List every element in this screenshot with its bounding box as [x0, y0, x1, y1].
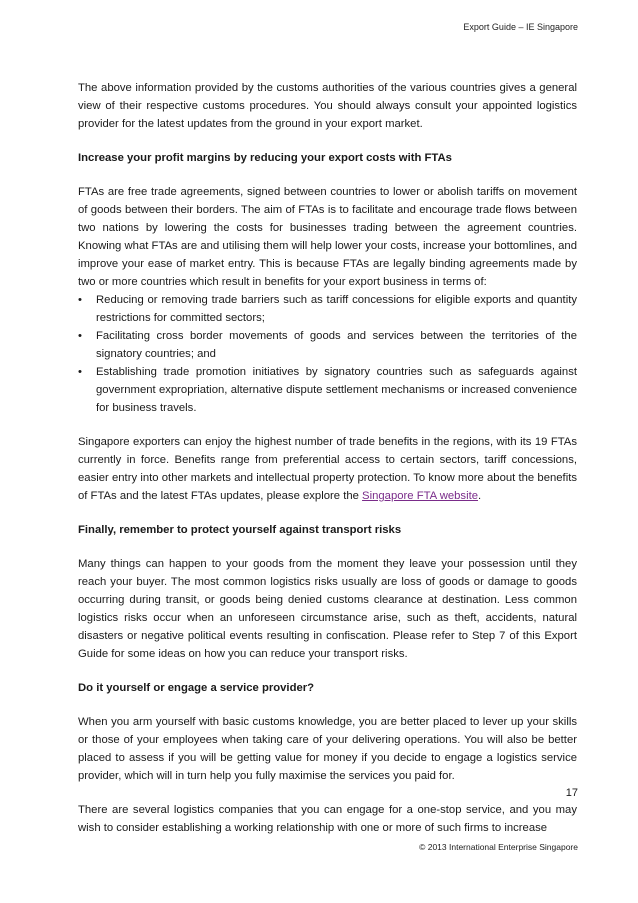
customs-knowledge-paragraph: When you arm yourself with basic customs knowledge, you are better placed to lever up your skills or those of your employees when taking care of your delivering operations. You will also be better placed to assess if you will be getting value for money if you decide to engage a logistics service provider, which will in turn help you fully maximise the services you paid for.	[78, 716, 577, 782]
bullet-icon: •	[78, 294, 82, 306]
page-number: 17	[565, 787, 578, 799]
link-suffix: .	[478, 490, 482, 502]
list-item	[78, 291, 577, 327]
service-provider-heading: Do it yourself or engage a service provider?	[78, 682, 315, 694]
fta-benefits-text: Singapore exporters can enjoy the highest number of trade benefits in the regions, with its 19 FTAs currently in force. Benefits range from preferential access to certain sectors, tariff concessions, easier entry into other markets and intellectual property protection. To know more about the benefits of FTAs and the latest FTAs updates, please explore the	[78, 436, 577, 502]
copyright-footer: © 2013 International Enterprise Singapore	[419, 842, 578, 852]
list-item	[78, 327, 577, 363]
list-item-text: Reducing or removing trade barriers such as tariff concessions for eligible exports and quantity restrictions for committed sectors;	[96, 294, 577, 324]
logistics-companies-paragraph: There are several logistics companies that you can engage for a one-stop service, and you may wish to consider establishing a working relationship with one or more of such firms to increase	[78, 804, 577, 834]
fta-benefits-list	[78, 291, 577, 417]
transport-risks-paragraph: Many things can happen to your goods from the moment they leave your possession until they reach your buyer. The most common logistics risks usually are loss of goods or damage to goods occurring during transit, or goods being denied customs clearance at destination. Less common logistics risks occur when an unforeseen circumstance arise, such as theft, accidents, natural disasters or negative political events resulting in confiscation. Please refer to Step 7 of this Export Guide for some ideas on how you can reduce your transport risks.	[78, 558, 577, 660]
list-item-text: Establishing trade promotion initiatives by signatory countries such as safeguards against government expropriation, alternative dispute settlement mechanisms or increased convenience for business travels.	[96, 366, 577, 414]
list-item	[78, 363, 577, 417]
fta-section-heading: Increase your profit margins by reducing your export costs with FTAs	[78, 152, 452, 164]
running-header: Export Guide – IE Singapore	[463, 22, 578, 32]
page-body	[78, 79, 577, 837]
fta-intro-paragraph: FTAs are free trade agreements, signed between countries to lower or abolish tariffs on movement of goods between their borders. The aim of FTAs is to facilitate and encourage trade flows between two nations by lowering the costs for businesses trading between the agreement countries. Knowing what FTAs are and utilising them will help lower your costs, increase your bottomlines, and improve your ease of market entry. This is because FTAs are legally binding agreements made by two or more countries which result in benefits for your export business in terms of:	[78, 186, 577, 288]
bullet-icon: •	[78, 330, 82, 342]
fta-benefits-paragraph	[78, 433, 577, 505]
customs-info-paragraph: The above information provided by the customs authorities of the various countries gives a general view of their respective customs procedures. You should always consult your appointed logistics provider for the latest updates from the ground in your export market.	[78, 82, 577, 130]
bullet-icon: •	[78, 366, 82, 378]
singapore-fta-website-link[interactable]: Singapore FTA website	[362, 490, 479, 502]
list-item-text: Facilitating cross border movements of goods and services between the territories of the signatory countries; and	[96, 330, 577, 360]
transport-risks-heading: Finally, remember to protect yourself against transport risks	[78, 524, 402, 536]
